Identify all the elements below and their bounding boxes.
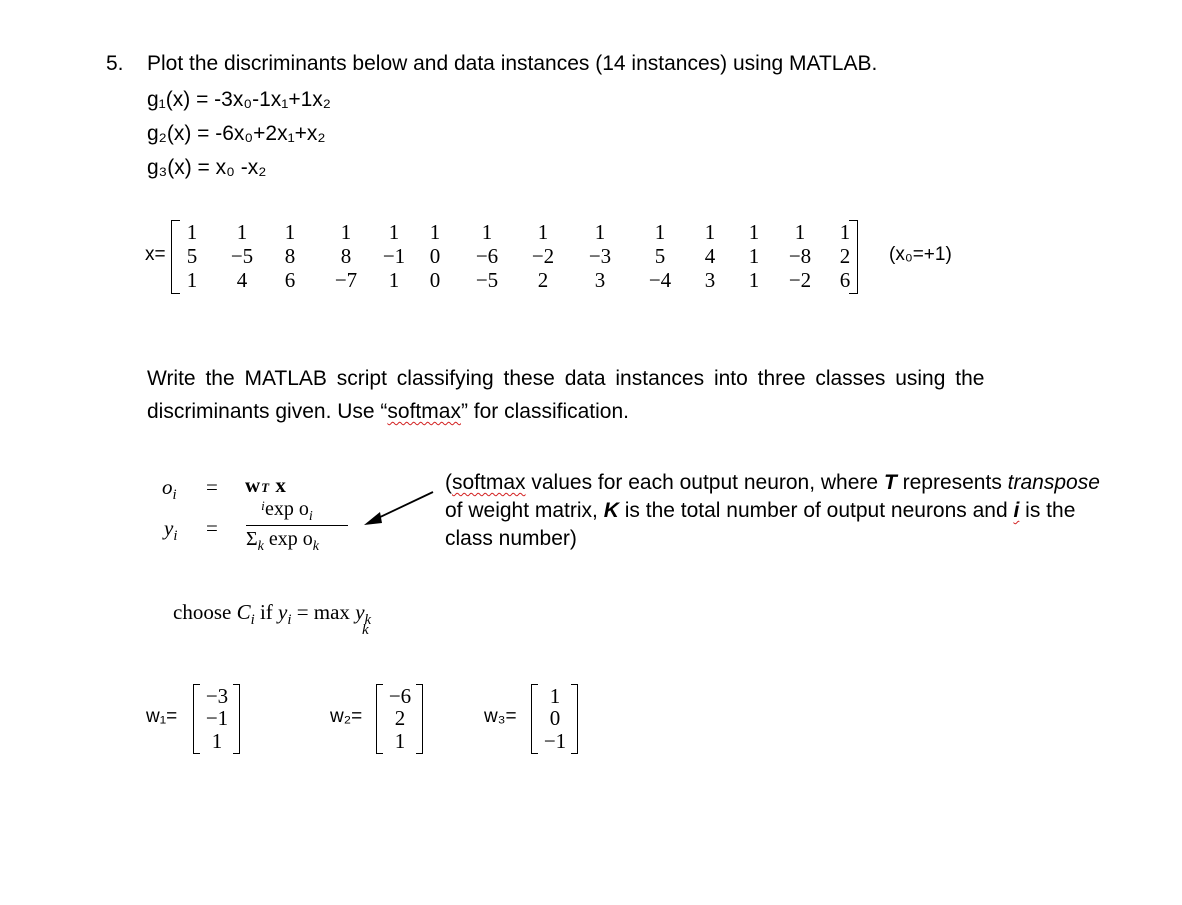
weight-label-1: w₁= <box>146 706 178 727</box>
choose-rule: choose $C_i$ if $y_i = \max y_k$ <box>173 600 372 629</box>
instructions-softmax-word: softmax <box>387 400 461 423</box>
question-number: 5. <box>106 52 124 75</box>
formula-denominator: $\Sigma_k$ $\exp o_k$ <box>246 528 319 554</box>
formula-eq-2: = <box>206 516 218 540</box>
weight-2-right-bracket <box>416 684 423 754</box>
annotation-line1: (softmax values for each output neuron, where T represents transpose <box>445 471 1100 494</box>
formula-wx: w T i x <box>245 473 286 513</box>
weight-3-left-bracket <box>531 684 538 754</box>
instructions-line1: Write the MATLAB script classifying these data instances into three classes using the <box>147 367 985 390</box>
discriminant-g1: g₁(x) = -3x₀-1x₁+1x₂ <box>147 88 331 111</box>
arrow-icon <box>360 488 440 528</box>
weight-label-3: w₃= <box>484 706 517 727</box>
data-matrix-note: (x₀=+1) <box>889 244 952 265</box>
formula-o-lhs: $o_i$ <box>162 475 177 504</box>
instructions-text: discriminants given. Use “ <box>147 400 388 423</box>
weight-3-right-bracket <box>571 684 578 754</box>
weight-2-left-bracket <box>376 684 383 754</box>
formula-eq-1: = <box>206 475 218 499</box>
discriminant-g2: g₂(x) = -6x₀+2x₁+x₂ <box>147 122 326 145</box>
instructions-line2 <box>147 400 629 424</box>
data-matrix-label: x= <box>145 244 166 265</box>
annotation-line3: class number) <box>445 527 577 550</box>
annotation-line2: of weight matrix, K is the total number of output neurons and i is the <box>445 499 1076 522</box>
weight-1-left-bracket <box>193 684 200 754</box>
question-prompt: Plot the discriminants below and data instances (14 instances) using MATLAB. <box>147 52 878 75</box>
weight-1-right-bracket <box>233 684 240 754</box>
instructions-text-end: ” for classification. <box>460 400 630 423</box>
weight-label-2: w₂= <box>330 706 363 727</box>
data-matrix-right-bracket <box>849 220 858 294</box>
choose-max-subscript: k <box>362 622 369 638</box>
formula-numerator: $\exp o_i$ <box>265 498 313 524</box>
data-matrix-left-bracket <box>171 220 180 294</box>
formula-y-lhs: $y_i$ <box>164 516 178 545</box>
formula-fraction-bar <box>246 525 348 526</box>
discriminant-g3: g₃(x) = x₀ -x₂ <box>147 156 267 179</box>
